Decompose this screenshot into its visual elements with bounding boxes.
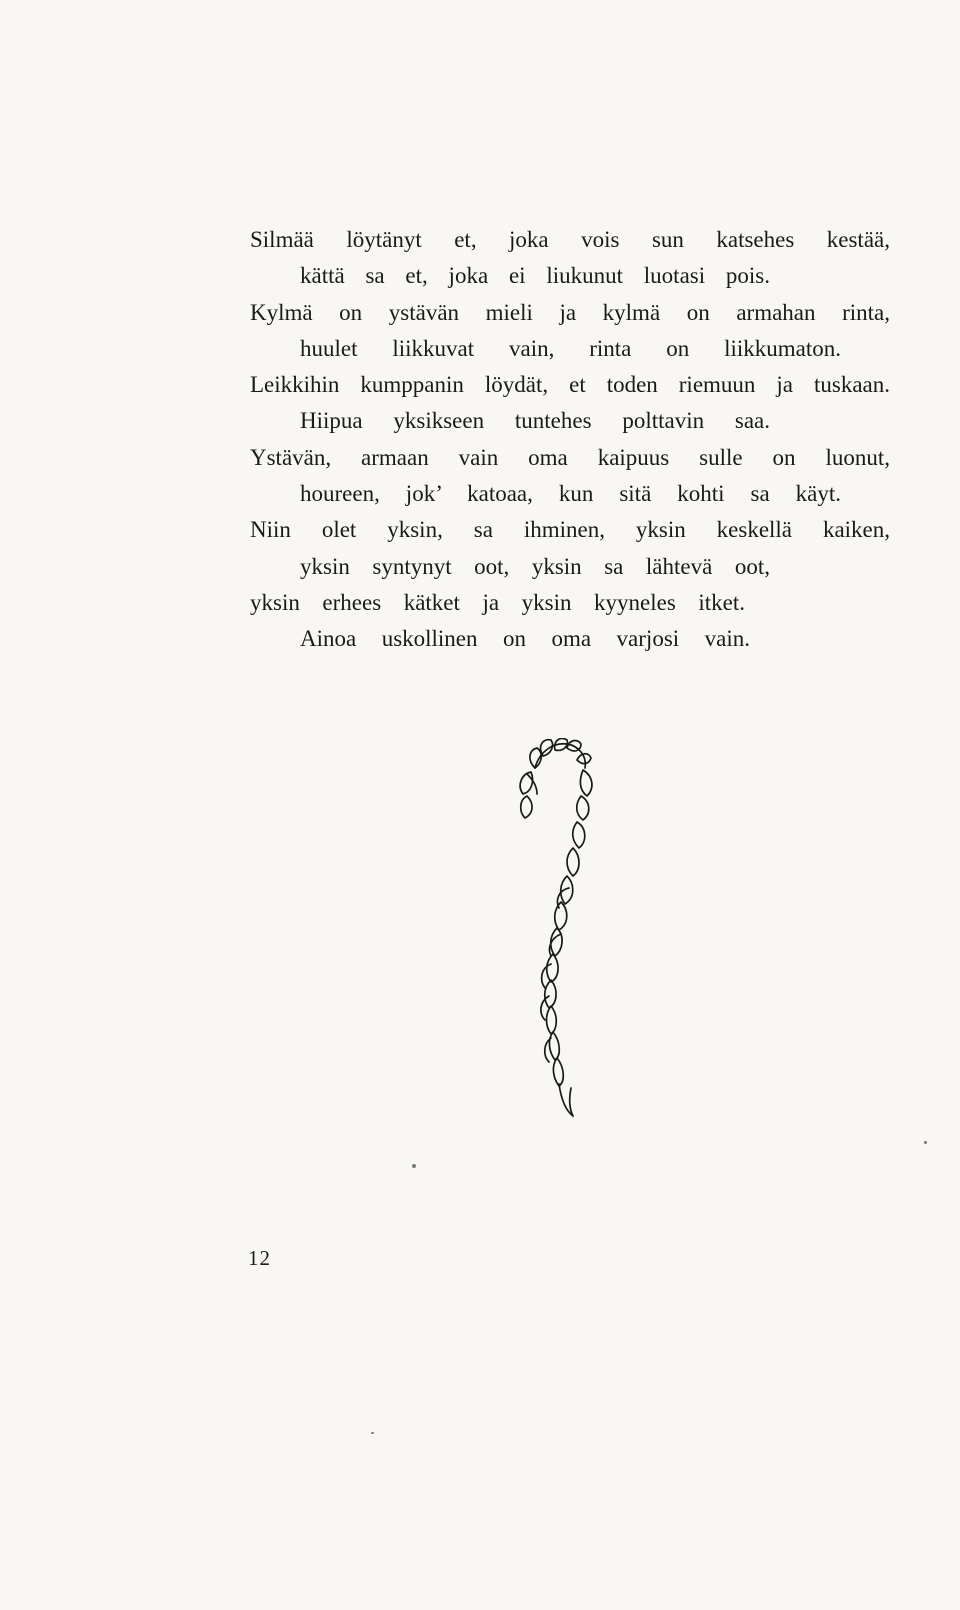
poem-line: yksin erhees kätket ja yksin kyyneles itket.	[250, 589, 745, 615]
poem-line: Ystävän, armaan vain oma kaipuus sulle on luonut,	[250, 444, 890, 470]
poem-line: houreen, jok’ katoaa, kun sitä kohti sa käyt.	[300, 481, 841, 507]
vine-ornament-icon	[515, 738, 615, 1118]
poem-line: huulet liikkuvat vain, rinta on liikkumaton.	[300, 335, 841, 361]
poem-line: Leikkihin kumppanin löydät, et toden riemuun ja tuskaan.	[250, 372, 890, 398]
page-number: 12	[248, 1246, 271, 1270]
poem-line: Kylmä on ystävän mieli ja kylmä on armahan rinta,	[250, 299, 890, 325]
poem-line: Hiipua yksikseen tuntehes polttavin saa.	[300, 408, 770, 434]
poem-line: Niin olet yksin, sa ihminen, yksin keskellä kaiken,	[250, 517, 890, 543]
poem-line: Ainoa uskollinen on oma varjosi vain.	[300, 626, 750, 652]
poem	[250, 222, 890, 658]
ink-speck	[371, 1432, 374, 1434]
poem-line: yksin syntynyt oot, yksin sa lähtevä oot,	[300, 553, 770, 579]
poem-line: kättä sa et, joka ei liukunut luotasi pois.	[300, 263, 770, 289]
ink-speck	[924, 1141, 927, 1144]
ink-speck	[412, 1164, 416, 1168]
poem-line: Silmää löytänyt et, joka vois sun katsehes kestää,	[250, 227, 890, 252]
